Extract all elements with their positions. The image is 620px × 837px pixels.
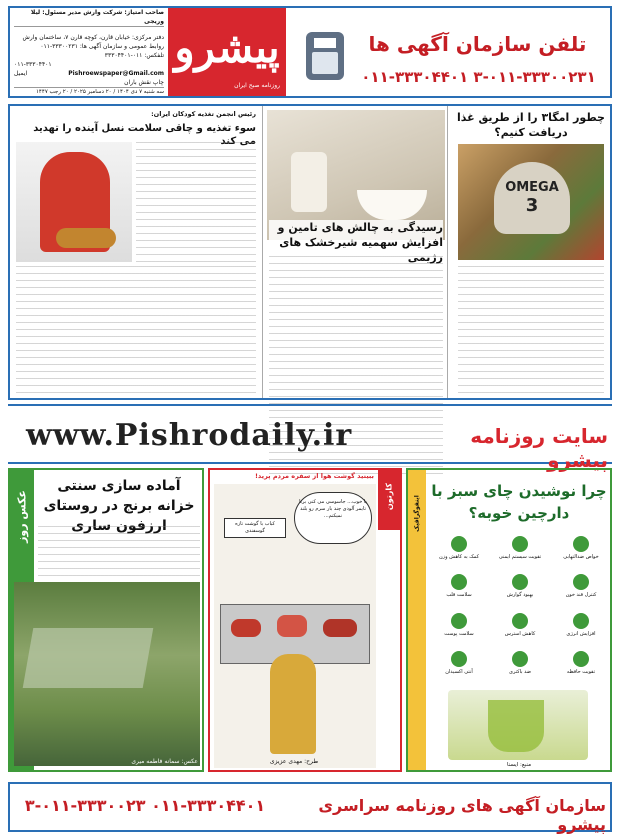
tea-point: سلامت پوست — [430, 613, 488, 648]
milk-title: رسیدگی به چالش های تامین و افزایش سهمیه شیرخشک های رژیمی — [269, 220, 443, 265]
tea-point: ضد باکتری — [491, 651, 549, 686]
tea-points — [430, 536, 610, 686]
tea-point: آنتی اکسیدان — [430, 651, 488, 686]
phone-line: تلفکس: ۰۱۱-۳۳۳۰۴۴۰۱ — [104, 52, 164, 59]
ad-box-phones: ۳-۰۱۱-۳۳۳۰۰۲۳۱ ۰۱۱-۳۳۳۰۴۴۰۱ — [361, 68, 596, 86]
cartoon-character — [270, 654, 316, 754]
footer-label: سازمان آگهی های روزنامه سراسری پیشرو — [318, 796, 606, 834]
cartoon-bubble-2: کباب با گوشت تازه گوسفندی — [224, 518, 286, 538]
publisher-info — [14, 8, 164, 96]
omega-body — [458, 266, 604, 394]
rice-credit: عکس: سمانه فاطمه میری — [131, 758, 198, 765]
footer-banner — [8, 782, 612, 832]
masthead-tagline: روزنامه صبح ایران — [234, 82, 280, 89]
tea-point: کاهش استرس — [491, 613, 549, 648]
child-body-bottom — [16, 266, 256, 394]
tea-point: سلامت قلب — [430, 574, 488, 609]
footer-phones: ۰۱۱-۳۳۳۰۴۴۰۱ ۳-۰۱۱-۳۳۳۰۰۲۳ — [24, 796, 266, 815]
omega-article — [452, 106, 610, 398]
office-line: دفتر مرکزی: خیابان قارن، کوچه قارن ۷، ساختمان وارش — [22, 34, 164, 41]
tea-side-label: اینفوگرافیک — [413, 495, 421, 532]
tea-point: بهبود گوارش — [491, 574, 549, 609]
milk-article — [262, 106, 448, 398]
rice-photo — [14, 582, 200, 766]
omega-title: چطور امگا۳ را از طریق غذا دریافت کنیم؟ — [457, 111, 605, 139]
issue-line: سه شنبه ۷ دی ۱۴۰۴ / ۲۰ دسامبر ۲۰۲۵ / ۲۰ رجب ۱۴۴۷ — [14, 87, 164, 97]
cartoon-panel — [208, 468, 402, 772]
rice-side-label: عکس روز — [15, 490, 29, 543]
print-line: چاپ نقش باران — [124, 79, 164, 86]
tea-point: کمک به کاهش وزن — [430, 536, 488, 571]
cartoon-art — [214, 484, 376, 768]
tea-point: کنترل قند خون — [552, 574, 610, 609]
cartoon-bubble-1: یا خوب... جاسوسی می کنی برنا تایمر آلودی چند بار سرم رو بلند نمیکنم... — [294, 492, 372, 544]
tea-point: خواص ضدالتهابی — [552, 536, 610, 571]
omega-heart — [494, 162, 570, 234]
child-article — [10, 106, 260, 398]
child-image — [16, 142, 132, 262]
desk-line: روابط عمومی و سازمان آگهی ها: ۳۳۳۰۰۲۳۱-۰۱۱ — [40, 43, 164, 50]
cartoon-credit: طرح: مهدی عزیزی — [269, 758, 319, 765]
rice-bed — [23, 628, 154, 688]
email-text[interactable]: Pishroewspaper@Gmail.com — [68, 70, 164, 77]
rice-panel — [8, 468, 204, 772]
child-overline: رئیس انجمن تغذیه کودکان ایران: — [151, 110, 256, 118]
omega-image-number: 3 — [525, 195, 539, 216]
rice-title: آماده سازی سنتی خزانه برنج در روستای ارزفون ساری — [43, 478, 195, 534]
site-url[interactable]: www.Pishrodaily.ir — [26, 418, 353, 453]
burger — [56, 228, 116, 248]
tea-title: چرا نوشیدن چای سبز با دارچین خوبه؟ — [431, 482, 607, 522]
child-body-right — [136, 142, 256, 262]
site-banner — [8, 404, 612, 472]
milk-bowl — [357, 190, 427, 220]
omega-image — [458, 144, 604, 260]
ad-phone-box — [290, 8, 610, 96]
cartoon-side-bar — [378, 470, 400, 530]
site-label: سایت روزنامه پیشرو — [470, 424, 608, 472]
ad-box-title: تلفن سازمان آگهی ها — [368, 32, 587, 56]
owner-line: صاحب امتیاز: شرکت وارش مدیر مسئول: لیلا وریجی — [14, 8, 164, 27]
tea-side-bar — [408, 470, 426, 770]
masthead — [168, 8, 286, 96]
milk-jar — [291, 152, 327, 212]
email-label: ایمیل — [14, 70, 28, 77]
tea-cup-image — [448, 690, 588, 760]
tea-panel — [406, 468, 612, 772]
fax-icon — [306, 32, 344, 80]
omega-image-label: OMEGA — [505, 180, 559, 195]
cartoon-side-label: کارتون — [384, 482, 394, 511]
tea-point: تقویت حافظه — [552, 651, 610, 686]
cartoon-headline: ببینید گوشت هوا از سفره مردم پرید! — [254, 472, 374, 480]
rice-body — [38, 526, 200, 576]
child-title: سوء تغذیه و چاقی سلامت نسل آینده را تهدید می کند — [33, 123, 256, 147]
tea-point: افزایش انرژی — [552, 613, 610, 648]
tea-point: تقویت سیستم ایمنی — [491, 536, 549, 571]
masthead-title: پیشرو — [174, 23, 280, 72]
fax-line: ۰۱۱-۳۳۳۰۴۴۰۱ — [14, 61, 52, 68]
tea-credit: منبع: ایسنا — [506, 762, 532, 768]
